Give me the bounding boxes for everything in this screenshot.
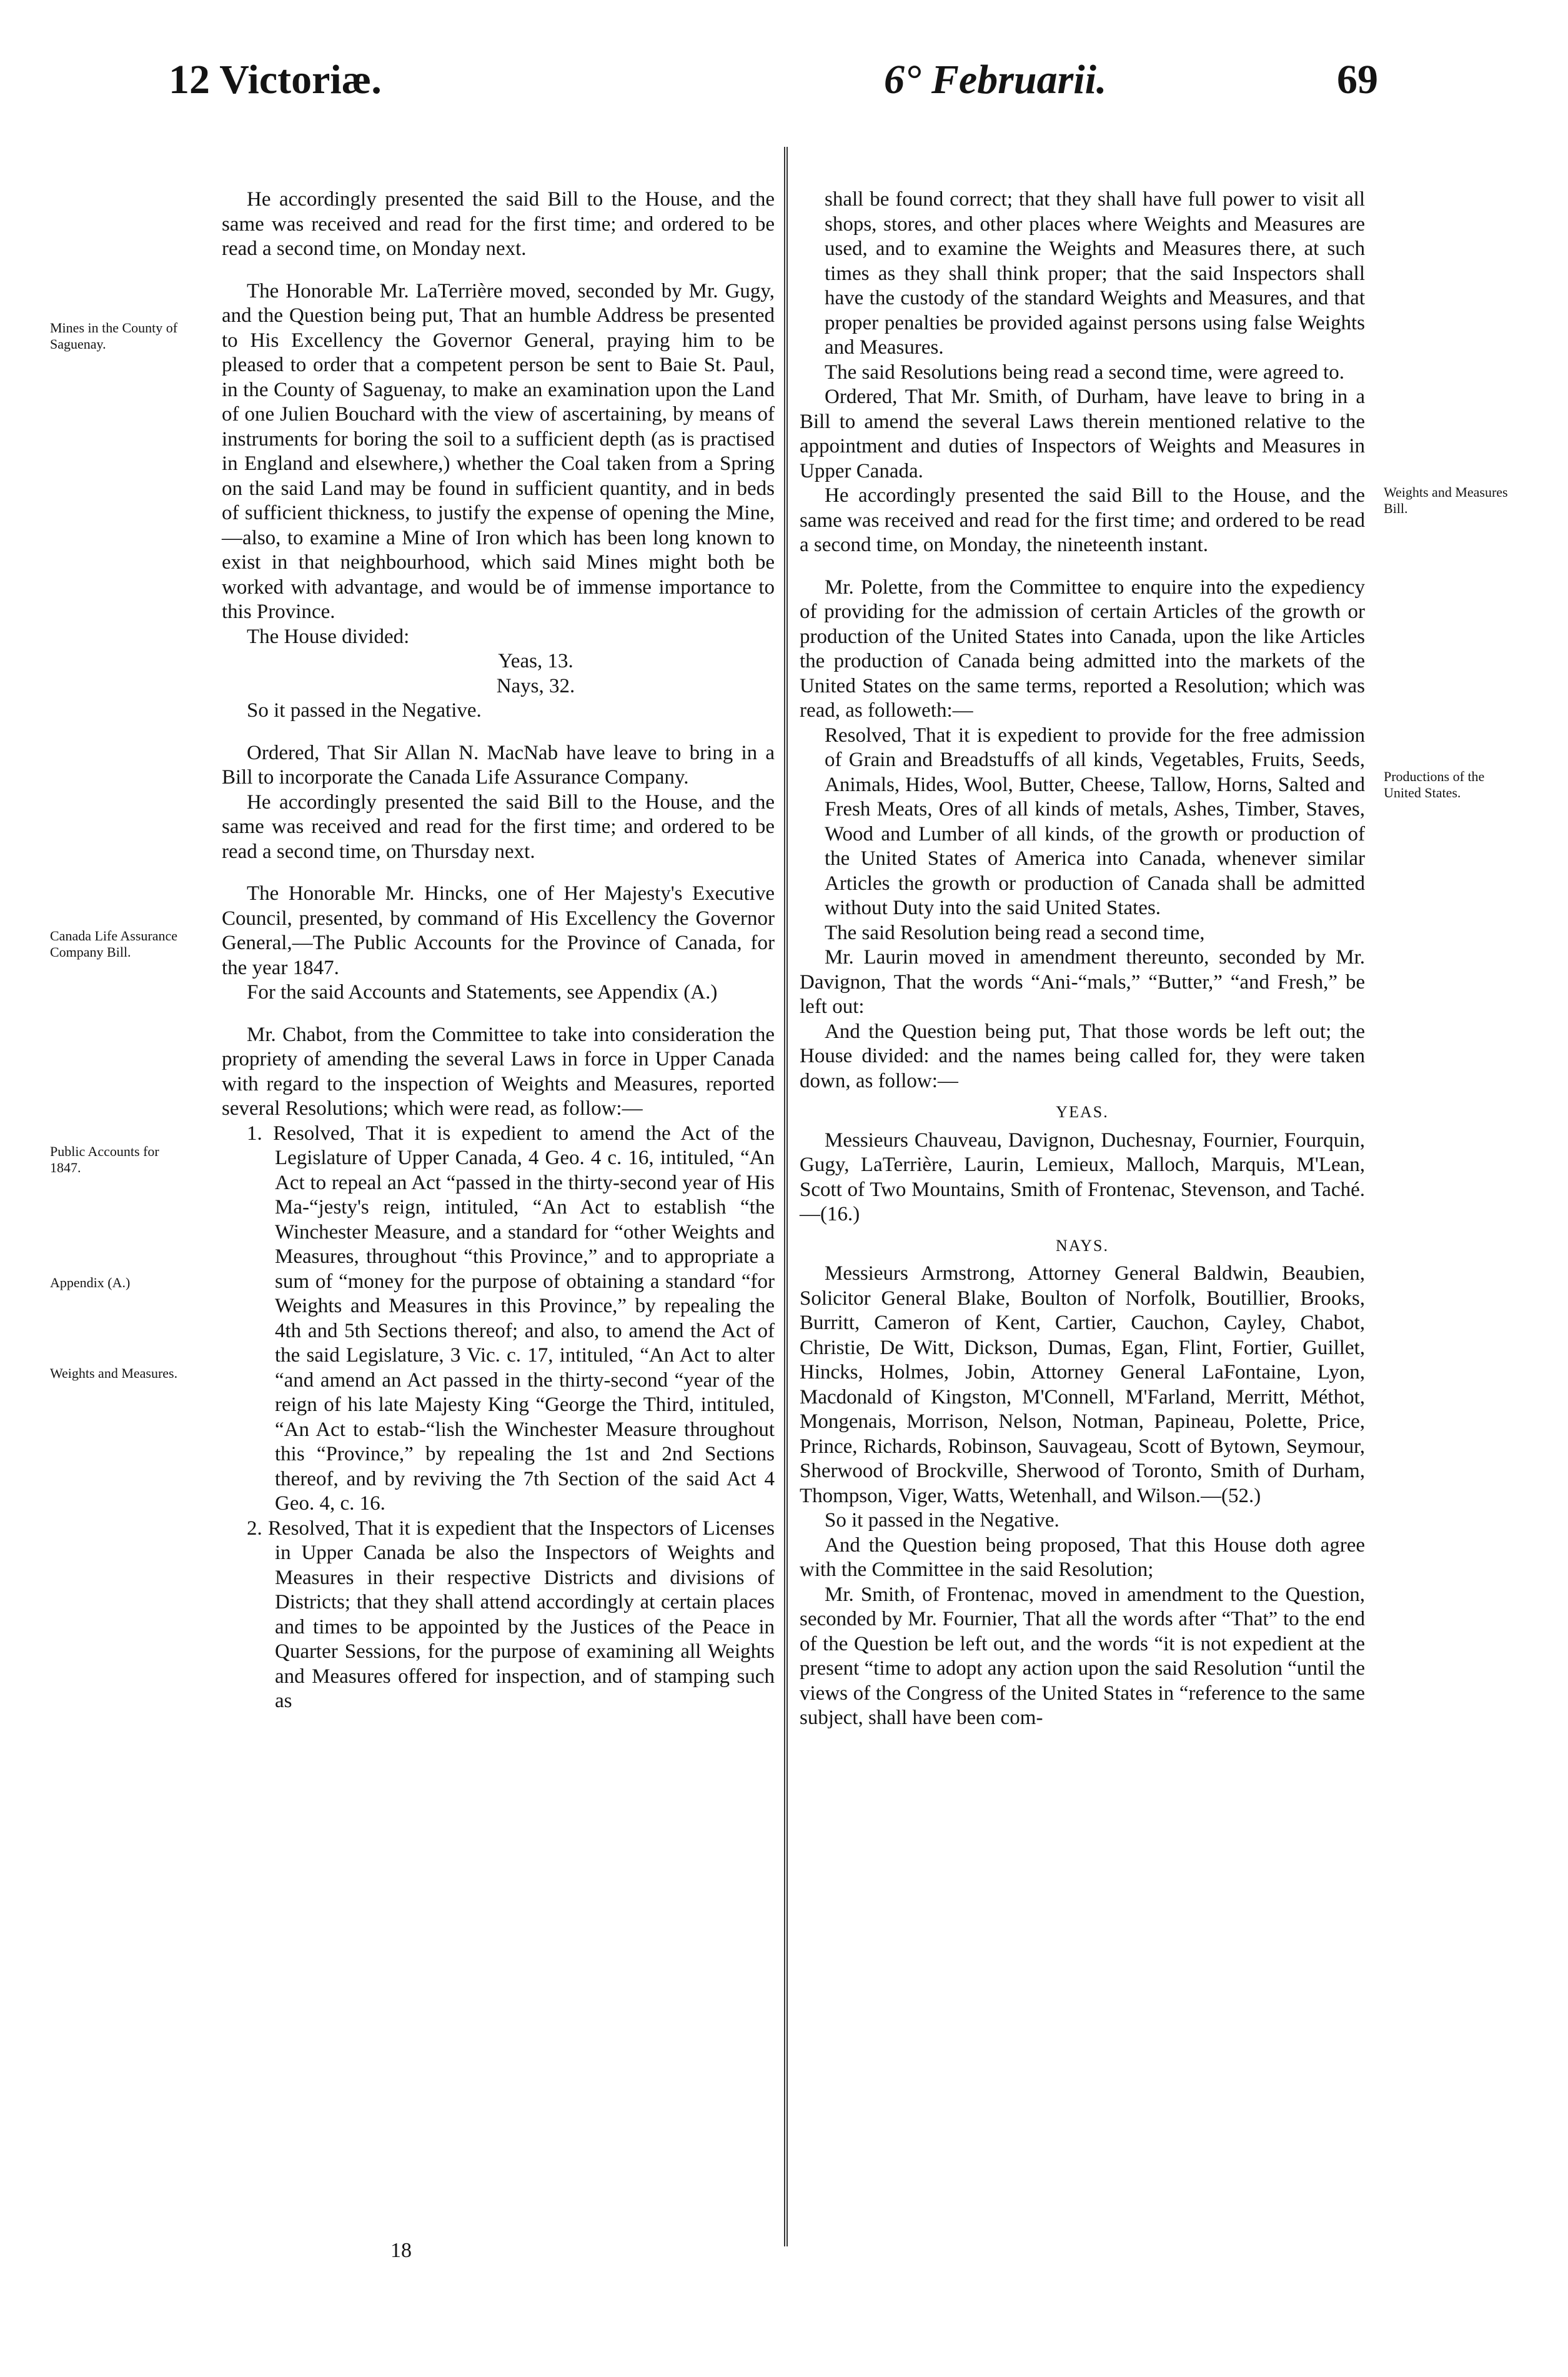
paragraph: And the Question being proposed, That this House doth agree with the Committee in the said Resolution; — [800, 1533, 1365, 1581]
header-date: 6° Februarii. — [884, 57, 1107, 102]
paragraph: The Honorable Mr. LaTerrière moved, seconded by Mr. Gugy, and the Question being put, That an humble Address be presented to His Excellency the Governor General, praying him to be pleased to order that a competent person be sent to Baie St. Paul, in the County of Saguenay, to make an examination upon the Land of one Julien Bouchard with the view of ascertaining, by means of instruments for boring the soil to a sufficient depth (as is practised in England and elsewhere,) whether the Coal taken from a Spring on the said Land may be found in sufficient quantity, and in beds of sufficient thickness, to justify the expense of opening the Mine,—also, to examine a Mine of Iron which has been long known to exist in that neighbourhood, which said Mines might both be worked with advantage, and would be of immense importance to this Province. — [222, 279, 775, 623]
signature-mark: 18 — [390, 2239, 412, 2262]
header-regnal-year: 12 Victoriæ. — [169, 57, 382, 102]
paragraph: For the said Accounts and Statements, see Appendix (A.) — [247, 981, 718, 1004]
vote-count: Nays, 32. — [496, 674, 575, 697]
paragraph: Ordered, That Mr. Smith, of Durham, have leave to bring in a Bill to amend the several Laws therein mentioned relative to the appointment and duties of Inspectors of Weights and Measures in Upper Canada. — [800, 386, 1365, 482]
margin-note: Public Accounts for 1847. — [50, 1144, 159, 1175]
yeas-heading: YEAS. — [1056, 1103, 1109, 1121]
paragraph: Ordered, That Sir Allan N. MacNab have leave to bring in a Bill to incorporate the Canada Life Assurance Company. — [222, 741, 775, 789]
margin-note: Appendix (A.) — [50, 1275, 131, 1290]
page-number: 69 — [1337, 57, 1378, 102]
nays-heading: NAYS. — [1056, 1236, 1109, 1255]
paragraph: Mr. Smith, of Frontenac, moved in amendment to the Question, seconded by Mr. Fournier, That all the words after “That” to the end of the Question be left out, and the words “it is not expedient at the present “time to adopt any action upon the said Resolution “until the views of the Congress of the United States in “reference to the same subject, shall have been com- — [800, 1583, 1365, 1729]
resolution: 1. Resolved, That it is expedient to amend the Act of the Legislature of Upper Canada, 4 Geo. 4 c. 16, intituled, “An Act to repeal an Act “passed in the thirty-second year of His Ma-“jesty's reign, intituled, “An Act to establish “the Winchester Measure, and a standard for “other Weights and Measures, throughout “this Province,” and to appropriate a sum of “money for the purpose of obtaining a standard “for Weights and Measures in this Province,” by repealing the 4th and 5th Sections thereof; and also, to amend the Act of the said Legislature, 3 Vic. c. 17, intituled, “An Act to alter “and amend an Act passed in the thirty-second “year of the reign of his late Majesty King “George the Third, intituled, “An Act to estab-“lish the Winchester Measure throughout this “Province,” by repealing the 1st and 2nd Sections thereof, and by reviving the 7th Section of the said Act 4 Geo. 4, c. 16. — [247, 1122, 775, 1515]
paragraph: Mr. Chabot, from the Committee to take into consideration the propriety of amending the several Laws in force in Upper Canada with regard to the inspection of Weights and Measures, reported several Resolutions; which were read, as follow:— — [222, 1023, 775, 1120]
paragraph: The said Resolution being read a second time, — [825, 921, 1205, 944]
paragraph: So it passed in the Negative. — [247, 699, 482, 722]
nays-list: Messieurs Armstrong, Attorney General Baldwin, Beaubien, Solicitor General Blake, Boulton of Norfolk, Boutillier, Brooks, Burritt, Cameron of Kent, Cartier, Cauchon, Cayley, Chabot, Christie, De Witt, Dickson, Dumas, Egan, Flint, Fortier, Guillet, Hincks, Holmes, Jobin, Attorney General LaFontaine, Lyon, Macdonald of Kingston, M'Connell, M'Farland, Merritt, Méthot, Mongenais, Morrison, Nelson, Notman, Papineau, Polette, Price, Prince, Richards, Robinson, Sauvageau, Scott of Bytown, Seymour, Sherwood of Brockville, Sherwood of Toronto, Smith of Durham, Thompson, Viger, Watts, Wetenhall, and Wilson.—(52.) — [800, 1262, 1365, 1507]
margin-note: Productions of the United States. — [1384, 769, 1485, 800]
paragraph: Mr. Laurin moved in amendment thereunto, seconded by Mr. Davignon, That the words “Ani-“mals,” “Butter,” “and Fresh,” be left out: — [800, 946, 1365, 1018]
paragraph: Mr. Polette, from the Committee to enquire into the expediency of providing for the admission of certain Articles of the growth or production of the United States into Canada, upon the like Articles the production of Canada being admitted into the markets of the United States on the same terms, reported a Resolution; which was read, as followeth:— — [800, 576, 1365, 722]
margin-note: Weights and Measures Bill. — [1384, 484, 1508, 516]
margin-note: Weights and Measures. — [50, 1365, 178, 1381]
margin-note: Mines in the County of Saguenay. — [50, 320, 178, 352]
paragraph: And the Question being put, That those words be left out; the House divided: and the names being called for, they were taken down, as follow:— — [800, 1020, 1365, 1092]
left-column — [222, 187, 775, 1714]
paragraph: The Honorable Mr. Hincks, one of Her Majesty's Executive Council, presented, by command of His Excellency the Governor General,—The Public Accounts for the Province of Canada, for the year 1847. — [222, 882, 775, 979]
paragraph: He accordingly presented the said Bill to the House, and the same was received and read for the first time; and ordered to be read a second time, on Monday next. — [222, 188, 775, 260]
vote-count: Yeas, 13. — [498, 650, 573, 672]
resolution: Resolved, That it is expedient to provide for the free admission of Grain and Breadstuffs of all kinds, Vegetables, Fruits, Seeds, Animals, Hides, Wool, Butter, Cheese, Tallow, Horns, Salted and Fresh Meats, Ores of all kinds of metals, Ashes, Timber, Staves, Wood and Lumber of all kinds, of the growth or production of the United States of America into Canada, whenever similar Articles the growth or production of Canada shall be admitted without Duty into the said United States. — [825, 724, 1365, 919]
paragraph: He accordingly presented the said Bill to the House, and the same was received and read for the first time; and ordered to be read a second time, on Thursday next. — [222, 790, 775, 863]
column-divider — [784, 147, 788, 2246]
paragraph: The said Resolutions being read a second time, were agreed to. — [825, 361, 1345, 384]
resolution: 2. Resolved, That it is expedient that the Inspectors of Licenses in Upper Canada be also the Inspectors of Weights and Measures in their respective Districts and divisions of Districts; that they shall attend accordingly at certain places and times to be appointed by the Justices of the Peace in Quarter Sessions, for the purpose of examining all Weights and Measures offered for inspection, and of stamping such as — [247, 1517, 775, 1712]
paragraph: So it passed in the Negative. — [825, 1509, 1059, 1532]
paragraph: shall be found correct; that they shall have full power to visit all shops, stores, and other places where Weights and Measures are used, and to examine the Weights and Measures there, at such times as they shall think proper; that the said Inspectors shall have the custody of the standard Weights and Measures, and that proper penalties be provided against persons using false Weights and Measures. — [825, 188, 1365, 359]
right-column — [800, 187, 1365, 1731]
margin-note: Canada Life Assurance Company Bill. — [50, 928, 178, 960]
paragraph: The House divided: — [247, 625, 410, 648]
yeas-list: Messieurs Chauveau, Davignon, Duchesnay, Fournier, Fourquin, Gugy, LaTerrière, Laurin, Lemieux, Malloch, Marquis, M'Lean, Scott of Two Mountains, Smith of Frontenac, Stevenson, and Taché.—(16.) — [800, 1129, 1365, 1225]
paragraph: He accordingly presented the said Bill to the House, and the same was received and read for the first time; and ordered to be read a second time, on Monday, the nineteenth instant. — [800, 484, 1365, 556]
running-header — [0, 59, 1568, 122]
